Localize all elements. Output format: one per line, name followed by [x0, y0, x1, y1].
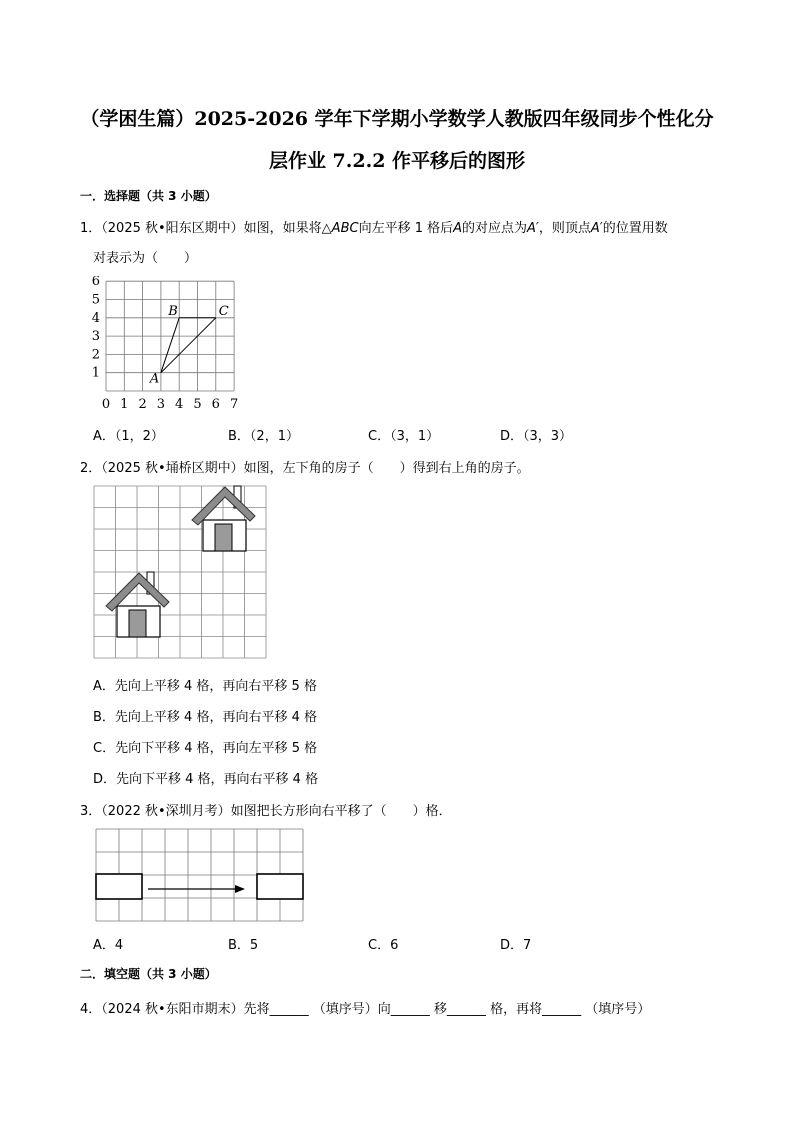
question-1-line1	[80, 217, 668, 236]
y-tick-label: 3	[91, 329, 100, 345]
x-tick-label: 4	[175, 397, 184, 412]
y-tick-label: 1	[91, 365, 100, 381]
segment-ca	[161, 318, 216, 373]
rectangle-moved	[257, 874, 303, 899]
question-2-stem	[80, 457, 530, 476]
option-a[interactable]: A．先向上平移 4 格，再向右平移 5 格	[93, 679, 317, 694]
question-text: ，则顶点	[538, 221, 591, 236]
x-tick-label: 0	[101, 397, 111, 412]
triangle-abc	[161, 318, 216, 373]
grid-lines	[106, 281, 234, 391]
page-title-line1: （学困生篇）2025-2026 学年下学期小学数学人教版四年级同步个性化分	[80, 108, 714, 130]
option-b[interactable]: B．（2，1）	[228, 429, 299, 444]
point-label-b: B	[168, 303, 178, 319]
option-a[interactable]: A．（1，2）	[93, 429, 164, 444]
question-source: （2025 秋•埇桥区期中）	[101, 461, 244, 476]
option-d[interactable]: D．（3，3）	[500, 429, 573, 444]
question-text: 向左平移 1 格后	[358, 221, 454, 236]
rectangle-grid-figure	[94, 828, 306, 924]
y-tick-label: 2	[91, 347, 100, 363]
point-label-a: A	[149, 371, 160, 387]
house-grid-figure	[93, 485, 268, 660]
x-tick-label: 1	[120, 397, 129, 412]
y-tick-label: 4	[91, 310, 100, 326]
x-tick-label: 2	[138, 397, 147, 412]
x-tick-labels	[102, 397, 238, 412]
page-title-line2: 层作业 7.2.2 作平移后的图形	[268, 150, 526, 172]
point-label: A′	[590, 221, 603, 236]
question-4-stem	[80, 998, 650, 1017]
y-tick-label: 5	[91, 292, 100, 308]
triangle-name: ABC	[331, 221, 359, 236]
question-number: 3．	[80, 804, 102, 819]
door	[129, 610, 146, 637]
question-text: 如图，如果将△	[243, 221, 332, 236]
section-fill-heading: 二．填空题（共 3 小题）	[80, 967, 217, 981]
option-c[interactable]: C．（3，1）	[368, 429, 440, 444]
option-b[interactable]: B．5	[228, 938, 259, 953]
x-tick-label: 3	[156, 397, 166, 412]
x-tick-label: 6	[211, 397, 220, 412]
option-a[interactable]: A．4	[93, 938, 124, 953]
question-text: 的位置用数	[602, 221, 668, 236]
x-tick-label: 7	[229, 397, 239, 412]
question-text: 的对应点为	[462, 221, 528, 236]
question-text: 如图，左下角的房子（ ）得到右上角的房子。	[243, 461, 530, 476]
point-label: A′	[527, 221, 539, 236]
segment-ab	[161, 318, 179, 373]
question-text: 如图把长方形向右平移了（ ）格．	[230, 804, 452, 819]
question-number: 4．	[80, 1002, 102, 1017]
coordinate-grid-figure	[88, 276, 248, 416]
question-3-stem	[80, 800, 452, 819]
option-c[interactable]: C．先向下平移 4 格，再向左平移 5 格	[93, 741, 318, 756]
question-text: 先将______ （填序号）向______ 移______ 格，再将______ （填序号）	[243, 1002, 651, 1017]
question-source: （2022 秋•深圳月考）	[101, 804, 231, 819]
arrow-head	[235, 885, 245, 893]
question-number: 1．	[80, 221, 102, 236]
door	[215, 524, 232, 551]
option-d[interactable]: D．先向下平移 4 格，再向右平移 4 格	[93, 772, 319, 787]
option-b[interactable]: B．先向上平移 4 格，再向右平移 4 格	[93, 710, 317, 725]
question-number: 2．	[80, 461, 102, 476]
question-1-line2: 对表示为（ ）	[93, 251, 198, 266]
point-label: A	[453, 221, 463, 236]
y-tick-labels	[92, 276, 100, 381]
rectangle-original	[96, 874, 142, 899]
question-source: （2024 秋•东阳市期末）	[101, 1002, 244, 1017]
section-choice-heading: 一．选择题（共 3 小题）	[80, 189, 217, 203]
y-tick-label: 6	[91, 276, 100, 290]
option-d[interactable]: D．7	[500, 938, 532, 953]
question-source: （2025 秋•阳东区期中）	[101, 221, 244, 236]
option-c[interactable]: C．6	[368, 938, 399, 953]
point-label-c: C	[218, 303, 229, 319]
x-tick-label: 5	[193, 397, 202, 412]
